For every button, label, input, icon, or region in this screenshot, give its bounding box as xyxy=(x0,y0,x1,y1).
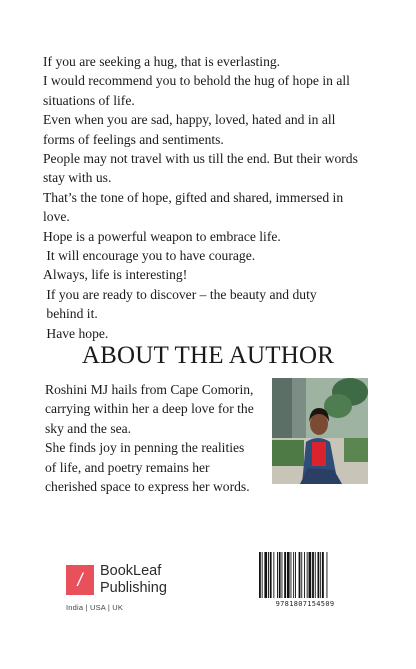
barcode-bars-icon xyxy=(258,552,352,598)
blurb-line: Even when you are sad, happy, loved, hated and in all xyxy=(43,112,336,128)
publisher-logo xyxy=(66,563,196,613)
isbn-number: 9781807154509 xyxy=(275,600,335,608)
blurb-line: Hope is a powerful weapon to embrace life. xyxy=(43,228,281,244)
blurb-line: It will encourage you to have courage. xyxy=(43,248,256,264)
blurb-line: If you are ready to discover – the beauty and duty xyxy=(43,286,317,302)
publisher-regions: India | USA | UK xyxy=(66,603,124,612)
bio-line: cherished space to express her words. xyxy=(45,479,250,495)
blurb-line: Have hope. xyxy=(43,325,109,341)
author-bio xyxy=(45,380,271,496)
bio-line: She finds joy in penning the realities xyxy=(45,440,245,456)
blurb-line: behind it. xyxy=(43,306,98,322)
back-cover-blurb xyxy=(43,52,378,343)
blurb-line: I would recommend you to behold the hug of hope in all xyxy=(43,73,350,89)
bookleaf-mark-icon: / xyxy=(66,565,94,595)
blurb-line: forms of feelings and sentiments. xyxy=(43,131,224,147)
blurb-line: stay with us. xyxy=(43,170,112,186)
author-photo xyxy=(272,378,368,484)
publisher-name-line2: Publishing xyxy=(100,580,167,596)
bio-line: carrying within her a deep love for the xyxy=(45,401,254,417)
blurb-line: situations of life. xyxy=(43,92,135,108)
publisher-name-line1: BookLeaf xyxy=(100,563,162,579)
blurb-line: If you are seeking a hug, that is everlasting. xyxy=(43,54,281,69)
blurb-line: That’s the tone of hope, gifted and shared, immersed in xyxy=(43,189,344,205)
blurb-line: Always, life is interesting! xyxy=(43,267,188,283)
bio-line: sky and the sea. xyxy=(45,420,132,436)
about-author-heading: ABOUT THE AUTHOR xyxy=(81,342,335,369)
isbn-barcode xyxy=(258,552,352,612)
bio-line: Roshini MJ hails from Cape Comorin, xyxy=(45,382,254,397)
bio-line: of life, and poetry remains her xyxy=(45,459,210,475)
blurb-line: People may not travel with us till the end. But their words xyxy=(43,151,358,167)
blurb-line: love. xyxy=(43,209,70,225)
